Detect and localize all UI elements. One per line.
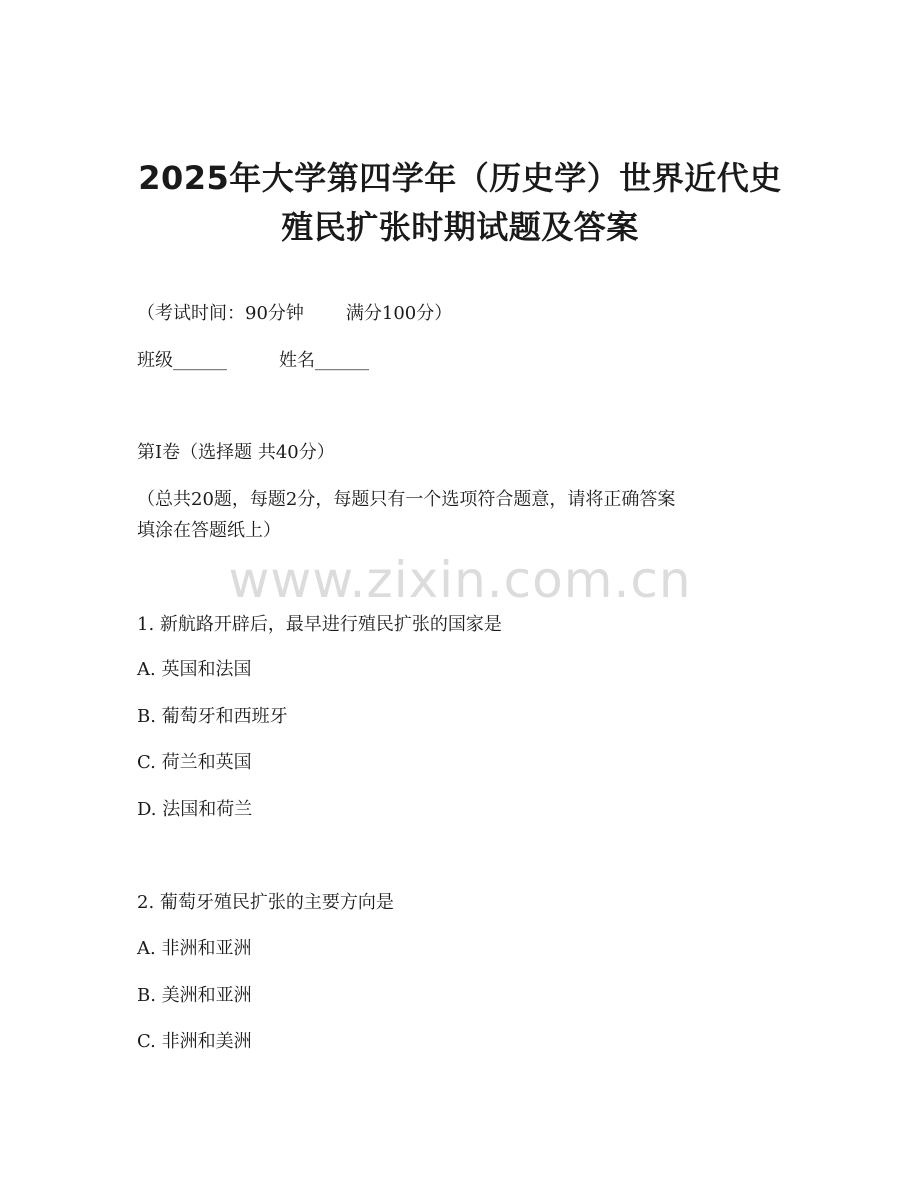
section-instructions-line-2: 填涂在答题纸上） <box>137 520 281 541</box>
option-b: B. 美洲和亚洲 <box>137 985 252 1006</box>
title-line-2: 殖民扩张时期试题及答案 <box>281 208 639 246</box>
watermark: www.zixin.com.cn <box>228 551 692 609</box>
exam-score: 满分100分） <box>345 303 453 324</box>
class-field: 班级______ <box>137 350 227 371</box>
option-c: C. 荷兰和英国 <box>137 752 252 773</box>
question-stem: 2. 葡萄牙殖民扩张的主要方向是 <box>137 892 394 913</box>
title-line-1: 2025年大学第四学年（历史学）世界近代史 <box>138 159 782 197</box>
exam-info <box>137 301 452 327</box>
student-fields <box>137 348 369 374</box>
question-stem: 1. 新航路开辟后，最早进行殖民扩张的国家是 <box>137 614 502 635</box>
name-field: 姓名______ <box>279 350 369 371</box>
option-d: D. 法国和荷兰 <box>137 799 253 820</box>
exam-time: （考试时间：90分钟 <box>137 303 304 324</box>
section-heading: 第Ⅰ卷（选择题 共40分） <box>137 442 335 463</box>
option-b: B. 葡萄牙和西班牙 <box>137 706 288 727</box>
option-a: A. 英国和法国 <box>137 659 252 680</box>
option-c: C. 非洲和美洲 <box>137 1031 252 1052</box>
section-instructions-line-1: （总共20题，每题2分，每题只有一个选项符合题意，请将正确答案 <box>137 489 676 510</box>
option-a: A. 非洲和亚洲 <box>137 938 252 959</box>
